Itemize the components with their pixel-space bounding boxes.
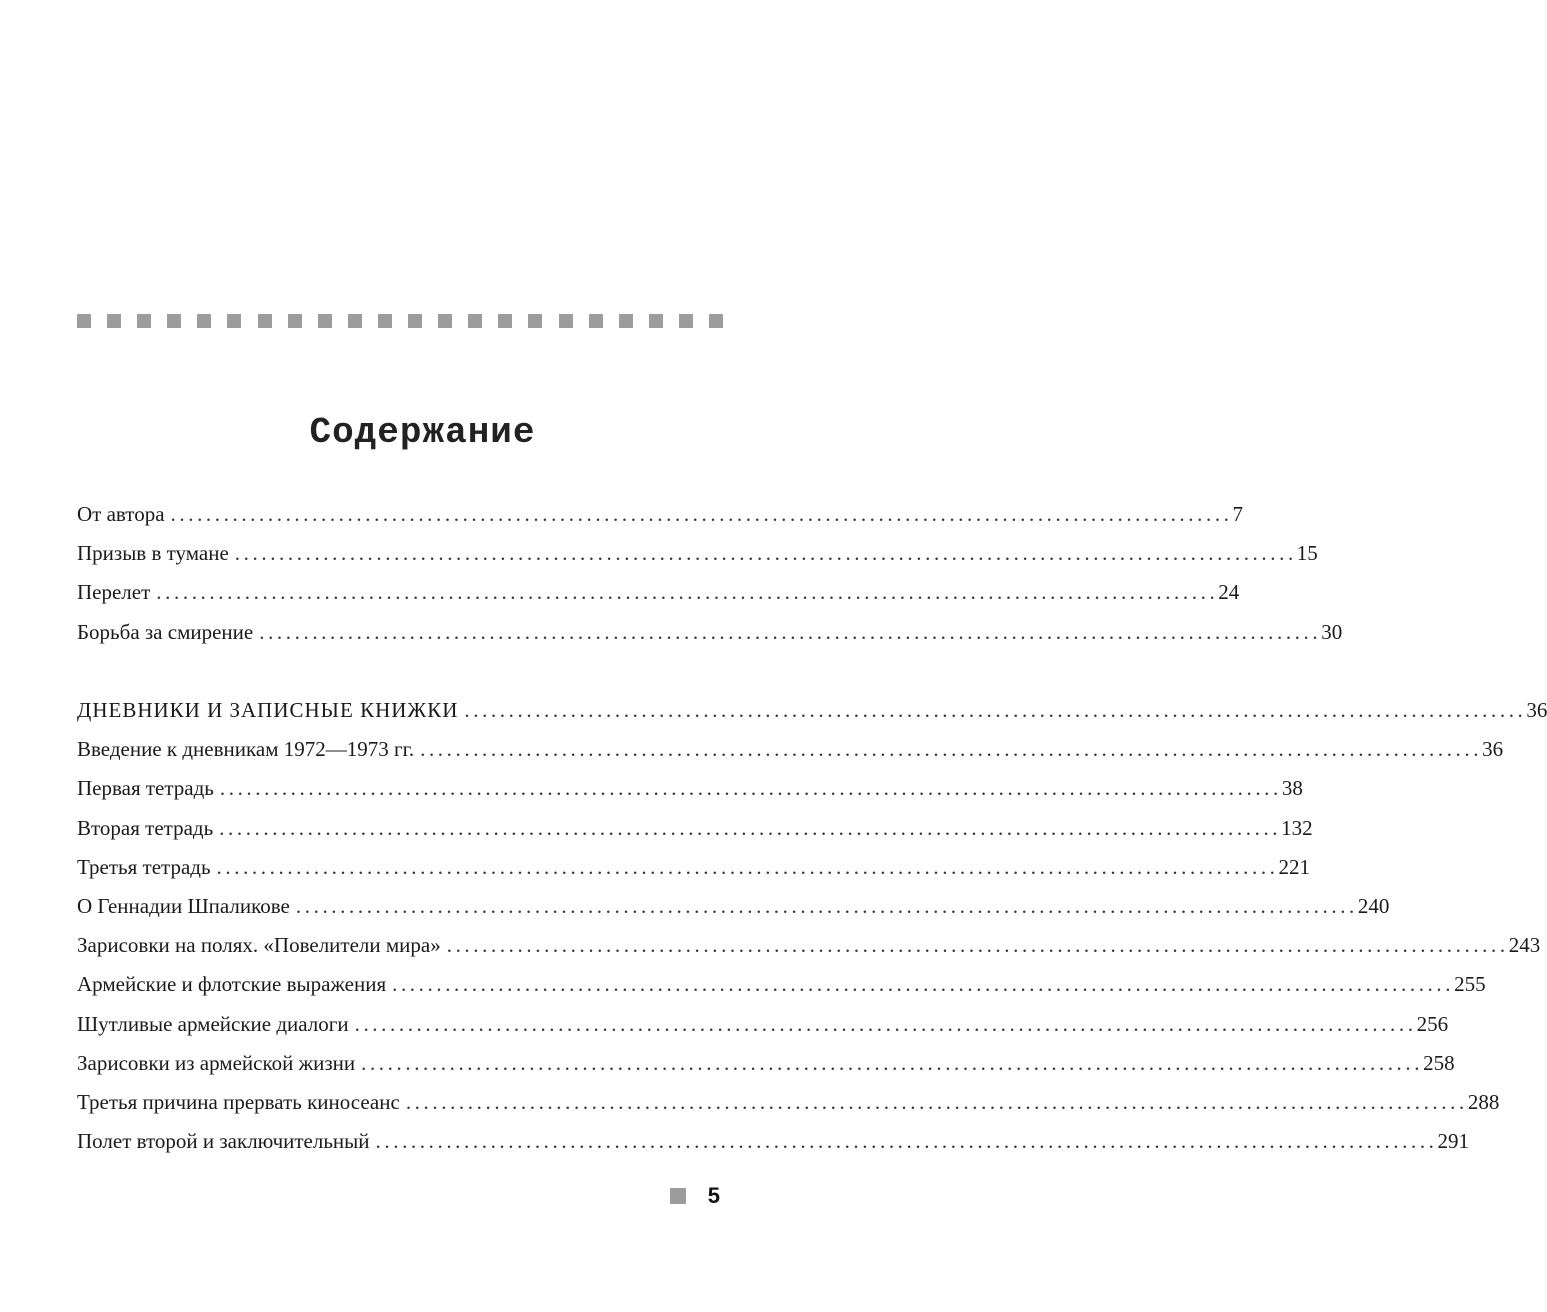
- square-marker-icon: [167, 314, 181, 328]
- square-marker-icon: [197, 314, 211, 328]
- toc-section: [77, 502, 1343, 659]
- toc-entry-label: Полет второй и заключительный: [77, 1129, 370, 1154]
- toc-entry-label: Шутливые армейские диалоги: [77, 1011, 349, 1036]
- dot-leader: ........................................................................................................................: [405, 1089, 1468, 1114]
- toc-entry[interactable]: [77, 541, 1318, 580]
- dot-leader: ........................................................................................................................: [219, 776, 1282, 801]
- toc-entry-page: 291: [1437, 1129, 1470, 1154]
- toc-entry-page: 36: [1526, 698, 1547, 722]
- toc-entry-page: 240: [1357, 893, 1390, 918]
- square-marker-icon: [649, 314, 663, 328]
- toc-entry-page: 258: [1423, 1050, 1455, 1075]
- toc-entry-label: Перелет: [77, 580, 151, 605]
- square-marker-icon: [589, 314, 603, 328]
- dot-leader: ........................................................................................................................: [259, 619, 1322, 644]
- dot-leader: ........................................................................................................................: [361, 1050, 1424, 1075]
- toc-entry-label: Введение к дневникам 1972—1973 гг.: [77, 737, 415, 762]
- square-marker-icon: [107, 314, 121, 328]
- square-marker-icon: [77, 314, 91, 328]
- toc-entry-page: 243: [1508, 933, 1541, 958]
- toc-section-heading: ДНЕВНИКИ И ЗАПИСНЫЕ КНИЖКИ: [77, 698, 459, 722]
- square-marker-icon: [559, 314, 573, 328]
- dot-leader: ........................................................................................................................: [216, 854, 1279, 879]
- dot-leader: ........................................................................................................................: [375, 1129, 1438, 1154]
- toc-entry-page: 15: [1296, 541, 1318, 566]
- toc-entry[interactable]: [77, 972, 1486, 1011]
- dot-leader: ........................................................................................................................: [446, 933, 1509, 958]
- square-marker-icon: [619, 314, 633, 328]
- toc-entry[interactable]: [77, 502, 1244, 541]
- toc-entry-page: 132: [1281, 815, 1313, 840]
- square-marker-icon: [709, 314, 723, 328]
- toc-entry[interactable]: [77, 1089, 1500, 1129]
- page-title: Содержание: [309, 412, 536, 453]
- dot-leader: ........................................................................................................................: [420, 737, 1483, 762]
- toc-entry[interactable]: [77, 1129, 1470, 1168]
- square-marker-icon: [498, 314, 512, 328]
- page-number: 5: [707, 1183, 720, 1208]
- toc-entry-page: 256: [1416, 1011, 1449, 1036]
- decorative-square-row: [77, 314, 723, 328]
- toc-entry-page: 24: [1218, 580, 1240, 605]
- toc-entry-label: Вторая тетрадь: [77, 815, 214, 840]
- toc-entry-page: 38: [1281, 776, 1303, 801]
- toc-entry-label: Третья причина прервать киносеанс: [77, 1089, 400, 1114]
- square-marker-icon: [137, 314, 151, 328]
- square-marker-icon: [227, 314, 241, 328]
- square-marker-icon: [468, 314, 482, 328]
- toc-entry[interactable]: [77, 698, 1547, 737]
- toc-entry[interactable]: [77, 580, 1240, 619]
- toc-entry[interactable]: [77, 737, 1504, 776]
- square-marker-icon: [378, 314, 392, 328]
- page-footer: [670, 1183, 720, 1209]
- square-marker-icon: [670, 1188, 686, 1204]
- dot-leader: ........................................................................................................................: [295, 893, 1358, 918]
- square-marker-icon: [318, 314, 332, 328]
- toc-entry-label: Армейские и флотские выражения: [77, 972, 387, 997]
- toc-entry-label: Призыв в тумане: [77, 541, 229, 566]
- square-marker-icon: [528, 314, 542, 328]
- dot-leader: ........................................................................................................................: [234, 541, 1297, 566]
- toc-entry-label: Первая тетрадь: [77, 776, 214, 801]
- toc-entry[interactable]: [77, 619, 1343, 659]
- square-marker-icon: [679, 314, 693, 328]
- dot-leader: ........................................................................................................................: [156, 580, 1219, 605]
- toc-entry-page: 221: [1278, 854, 1311, 879]
- dot-leader: ........................................................................................................................: [464, 698, 1527, 722]
- toc-entry-page: 255: [1454, 972, 1486, 997]
- toc-entry-label: Третья тетрадь: [77, 854, 211, 879]
- toc-entry[interactable]: [77, 933, 1541, 972]
- toc-entry-page: 30: [1321, 619, 1343, 644]
- square-marker-icon: [288, 314, 302, 328]
- square-marker-icon: [258, 314, 272, 328]
- dot-leader: ........................................................................................................................: [170, 502, 1233, 526]
- toc-entry-label: Зарисовки из армейской жизни: [77, 1050, 356, 1075]
- toc-entry[interactable]: [77, 776, 1303, 815]
- dot-leader: ........................................................................................................................: [354, 1011, 1417, 1036]
- toc-entry[interactable]: [77, 1050, 1455, 1090]
- toc-entry-page: 36: [1482, 737, 1504, 762]
- toc-entry-label: Зарисовки на полях. «Повелители мира»: [77, 933, 441, 958]
- dot-leader: ........................................................................................................................: [392, 972, 1455, 997]
- toc-entry-label: Борьба за смирение: [77, 619, 254, 644]
- toc-entry-label: О Геннадии Шпаликове: [77, 893, 290, 918]
- dot-leader: ........................................................................................................................: [219, 815, 1282, 840]
- toc-entry[interactable]: [77, 893, 1390, 933]
- square-marker-icon: [438, 314, 452, 328]
- square-marker-icon: [348, 314, 362, 328]
- toc-entry-label: От автора: [77, 502, 165, 526]
- square-marker-icon: [408, 314, 422, 328]
- toc-entry[interactable]: [77, 1011, 1449, 1051]
- toc-entry[interactable]: [77, 854, 1311, 894]
- toc-entry[interactable]: [77, 815, 1313, 855]
- toc-entry-page: 288: [1467, 1089, 1500, 1114]
- toc-entry-page: 7: [1232, 502, 1244, 526]
- toc-section: [77, 698, 1547, 1168]
